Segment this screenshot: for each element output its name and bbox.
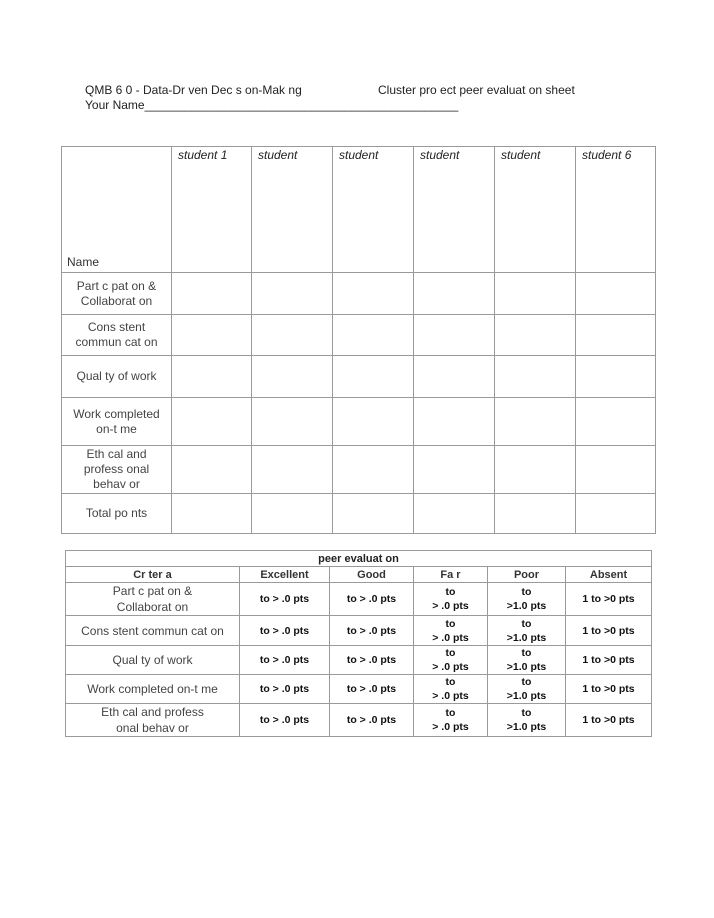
- criterion-cell: Work completed on-t me: [66, 675, 240, 704]
- score-cell[interactable]: [172, 356, 252, 398]
- fair-line-1: to: [445, 586, 456, 598]
- absent-cell: 1 to >0 pts: [566, 616, 652, 646]
- poor-cell: [488, 646, 566, 675]
- score-cell[interactable]: [414, 273, 495, 315]
- score-cell[interactable]: [414, 446, 495, 494]
- row-label: Eth cal and profess onal behav or: [62, 446, 172, 494]
- poor-line-2: >1.0 pts: [506, 600, 547, 612]
- student-header: student 6: [576, 147, 656, 273]
- score-cell[interactable]: [576, 273, 656, 315]
- poor-cell: [488, 704, 566, 737]
- fair-line-2: > .0 pts: [432, 661, 469, 673]
- score-cell[interactable]: [252, 273, 333, 315]
- score-cell[interactable]: [252, 356, 333, 398]
- criterion-cell: Eth cal and profess onal behav or: [66, 704, 240, 737]
- fair-cell: [414, 583, 488, 616]
- table-row: [62, 398, 656, 446]
- score-cell[interactable]: [414, 494, 495, 534]
- score-cell[interactable]: [333, 398, 414, 446]
- your-name-line: Your Name_______________________________________________: [85, 98, 459, 112]
- poor-cell: [488, 583, 566, 616]
- score-cell[interactable]: [495, 446, 576, 494]
- score-cell[interactable]: [252, 494, 333, 534]
- poor-cell: [488, 675, 566, 704]
- score-cell[interactable]: [576, 398, 656, 446]
- score-cell[interactable]: [495, 398, 576, 446]
- table-row: [66, 675, 652, 704]
- student-header: student: [495, 147, 576, 273]
- score-cell[interactable]: [333, 315, 414, 356]
- score-cell[interactable]: [576, 446, 656, 494]
- good-cell: to > .0 pts: [330, 616, 414, 646]
- fair-line-1: to: [445, 617, 456, 630]
- column-header: Fa r: [414, 567, 488, 583]
- score-cell[interactable]: [414, 398, 495, 446]
- score-cell[interactable]: [576, 356, 656, 398]
- good-cell: to > .0 pts: [330, 583, 414, 616]
- excellent-cell: to > .0 pts: [240, 646, 330, 675]
- score-cell[interactable]: [172, 494, 252, 534]
- table-row: [62, 273, 656, 315]
- rubric-title: peer evaluat on: [66, 551, 652, 567]
- fair-line-1: to: [445, 647, 456, 659]
- absent-cell: 1 to >0 pts: [566, 704, 652, 737]
- poor-line-2: >1.0 pts: [506, 690, 547, 702]
- student-header: student: [333, 147, 414, 273]
- score-cell[interactable]: [495, 494, 576, 534]
- absent-cell: 1 to >0 pts: [566, 583, 652, 616]
- column-header: Poor: [488, 567, 566, 583]
- score-cell[interactable]: [172, 398, 252, 446]
- column-header: Cr ter a: [66, 567, 240, 583]
- score-cell[interactable]: [172, 273, 252, 315]
- rubric-title-row: [66, 551, 652, 567]
- excellent-cell: to > .0 pts: [240, 583, 330, 616]
- score-cell[interactable]: [414, 356, 495, 398]
- row-label: Qual ty of work: [62, 356, 172, 398]
- student-header: student: [252, 147, 333, 273]
- fair-cell: [414, 646, 488, 675]
- score-cell[interactable]: [495, 315, 576, 356]
- fair-line-2: > .0 pts: [432, 631, 469, 644]
- rubric-table: [65, 550, 652, 737]
- fair-line-2: > .0 pts: [432, 690, 469, 702]
- column-header: Good: [330, 567, 414, 583]
- fair-cell: [414, 704, 488, 737]
- course-title: QMB 6 0 - Data-Dr ven Dec s on-Mak ng: [85, 83, 302, 97]
- criterion-cell: Cons stent commun cat on: [66, 616, 240, 646]
- poor-line-2: >1.0 pts: [506, 631, 547, 644]
- excellent-cell: to > .0 pts: [240, 675, 330, 704]
- poor-line-1: to: [521, 707, 532, 719]
- row-label: Work completed on-t me: [62, 398, 172, 446]
- absent-cell: 1 to >0 pts: [566, 675, 652, 704]
- poor-line-2: >1.0 pts: [506, 721, 547, 733]
- score-cell[interactable]: [252, 315, 333, 356]
- table-row: [66, 616, 652, 646]
- score-cell[interactable]: [252, 398, 333, 446]
- good-cell: to > .0 pts: [330, 704, 414, 737]
- table-row: [62, 446, 656, 494]
- criterion-cell: Qual ty of work: [66, 646, 240, 675]
- absent-cell: 1 to >0 pts: [566, 646, 652, 675]
- score-cell[interactable]: [414, 315, 495, 356]
- table-row: [66, 704, 652, 737]
- student-header: student: [414, 147, 495, 273]
- table-row: [62, 315, 656, 356]
- fair-line-2: > .0 pts: [432, 600, 469, 612]
- score-cell[interactable]: [495, 273, 576, 315]
- score-cell[interactable]: [333, 356, 414, 398]
- column-header: Absent: [566, 567, 652, 583]
- table-row: [66, 646, 652, 675]
- student-header-row: [62, 147, 656, 273]
- score-cell[interactable]: [576, 494, 656, 534]
- poor-line-1: to: [521, 647, 532, 659]
- row-label: Part c pat on & Collaborat on: [62, 273, 172, 315]
- poor-line-2: >1.0 pts: [506, 661, 547, 673]
- name-label: Name: [62, 147, 172, 273]
- score-cell[interactable]: [576, 315, 656, 356]
- score-cell[interactable]: [333, 494, 414, 534]
- score-cell[interactable]: [172, 446, 252, 494]
- score-cell[interactable]: [495, 356, 576, 398]
- good-cell: to > .0 pts: [330, 675, 414, 704]
- fair-cell: [414, 616, 488, 646]
- poor-line-1: to: [521, 586, 532, 598]
- good-cell: to > .0 pts: [330, 646, 414, 675]
- score-cell[interactable]: [252, 446, 333, 494]
- row-label: Cons stent commun cat on: [62, 315, 172, 356]
- table-row: [62, 494, 656, 534]
- score-cell[interactable]: [333, 273, 414, 315]
- student-header: student 1: [172, 147, 252, 273]
- criterion-cell: Part c pat on & Collaborat on: [66, 583, 240, 616]
- column-header: Excellent: [240, 567, 330, 583]
- score-cell[interactable]: [172, 315, 252, 356]
- sheet-title: Cluster pro ect peer evaluat on sheet: [378, 83, 575, 97]
- peer-evaluation-table: [61, 146, 656, 534]
- table-row: [66, 583, 652, 616]
- fair-line-2: > .0 pts: [432, 721, 469, 733]
- fair-line-1: to: [445, 676, 456, 688]
- poor-line-1: to: [521, 676, 532, 688]
- poor-line-1: to: [521, 617, 532, 630]
- poor-cell: [488, 616, 566, 646]
- rubric-header-row: [66, 567, 652, 583]
- excellent-cell: to > .0 pts: [240, 616, 330, 646]
- fair-cell: [414, 675, 488, 704]
- fair-line-1: to: [445, 707, 456, 719]
- score-cell[interactable]: [333, 446, 414, 494]
- table-row: [62, 356, 656, 398]
- excellent-cell: to > .0 pts: [240, 704, 330, 737]
- row-label: Total po nts: [62, 494, 172, 534]
